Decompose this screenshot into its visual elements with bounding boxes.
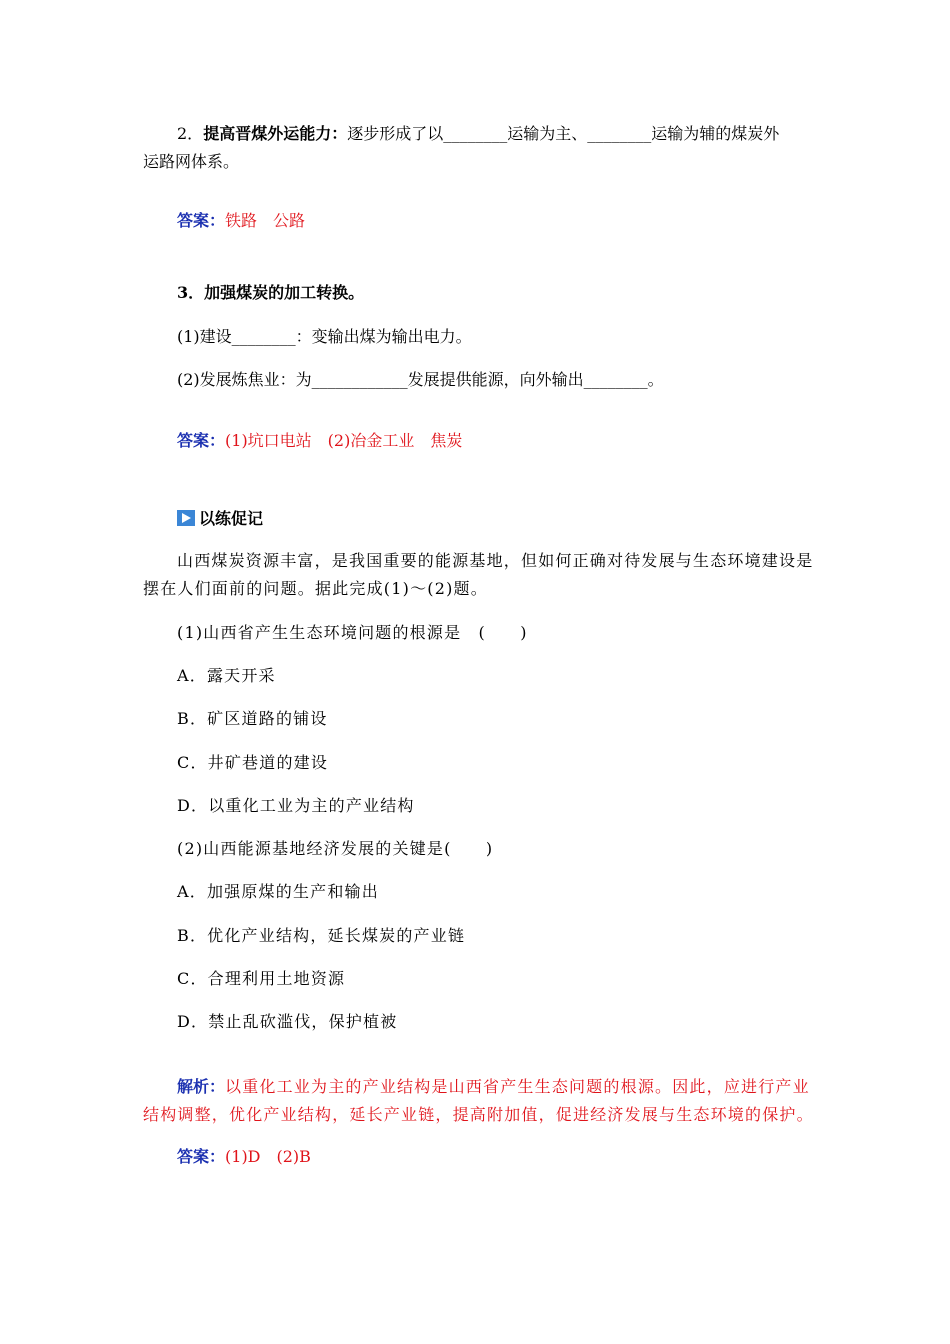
q1-option-b: B．矿区道路的铺设 — [177, 709, 328, 728]
answer-label: 答案： — [177, 211, 226, 230]
practice-answer — [177, 1146, 311, 1168]
q2-option-a: A．加强原煤的生产和输出 — [177, 882, 379, 901]
practice-q2-stem: (2)山西能源基地经济发展的关键是( ) — [177, 839, 494, 858]
q3-answer — [177, 430, 462, 452]
answer-label: 答案： — [177, 1147, 226, 1166]
q2-answer — [177, 210, 305, 232]
practice-q1-stem: (1)山西省产生生态环境问题的根源是 ( ) — [177, 623, 528, 642]
q2-option-d: D．禁止乱砍滥伐，保护植被 — [177, 1012, 398, 1031]
q3-item-2: (2)发展炼焦业：为____________发展提供能源，向外输出________。 — [177, 370, 664, 389]
answer-text: 铁路 公路 — [225, 211, 306, 230]
answer-text: (1)坑口电站 (2)冶金工业 焦炭 — [225, 431, 463, 450]
practice-title: 以练促记 — [199, 509, 264, 528]
q1-option-a: A．露天开采 — [177, 666, 276, 685]
q3-heading: 3．加强煤炭的加工转换。 — [177, 283, 365, 302]
practice-section-header — [177, 508, 263, 530]
q3-item-1: (1)建设________：变输出煤为输出电力。 — [177, 327, 472, 346]
q2-number: 2． — [177, 124, 204, 143]
q2-text-a: 逐步形成了以________运输为主、________运输为辅的煤炭外 — [347, 124, 780, 143]
analysis-line-1 — [177, 1076, 810, 1098]
q2-line-2: 运路网体系。 — [143, 152, 240, 171]
q2-line-1 — [177, 123, 779, 145]
analysis-label: 解析： — [177, 1077, 226, 1096]
practice-intro-1: 山西煤炭资源丰富，是我国重要的能源基地，但如何正确对待发展与生态环境建设是 — [177, 551, 814, 570]
q2-title: 提高晋煤外运能力： — [203, 124, 348, 143]
q2-option-c: C．合理利用土地资源 — [177, 969, 346, 988]
analysis-text-1: 以重化工业为主的产业结构是山西省产生生态问题的根源。因此，应进行产业 — [225, 1077, 810, 1096]
q2-option-b: B．优化产业结构，延长煤炭的产业链 — [177, 926, 466, 945]
play-icon — [177, 510, 195, 526]
answer-text: (1)D (2)B — [225, 1147, 311, 1166]
practice-intro-2: 摆在人们面前的问题。据此完成(1)～(2)题。 — [143, 579, 488, 598]
q1-option-d: D．以重化工业为主的产业结构 — [177, 796, 415, 815]
analysis-line-2: 结构调整，优化产业结构，延长产业链，提高附加值，促进经济发展与生态环境的保护。 — [143, 1105, 814, 1124]
q1-option-c: C．井矿巷道的建设 — [177, 753, 329, 772]
answer-label: 答案： — [177, 431, 226, 450]
